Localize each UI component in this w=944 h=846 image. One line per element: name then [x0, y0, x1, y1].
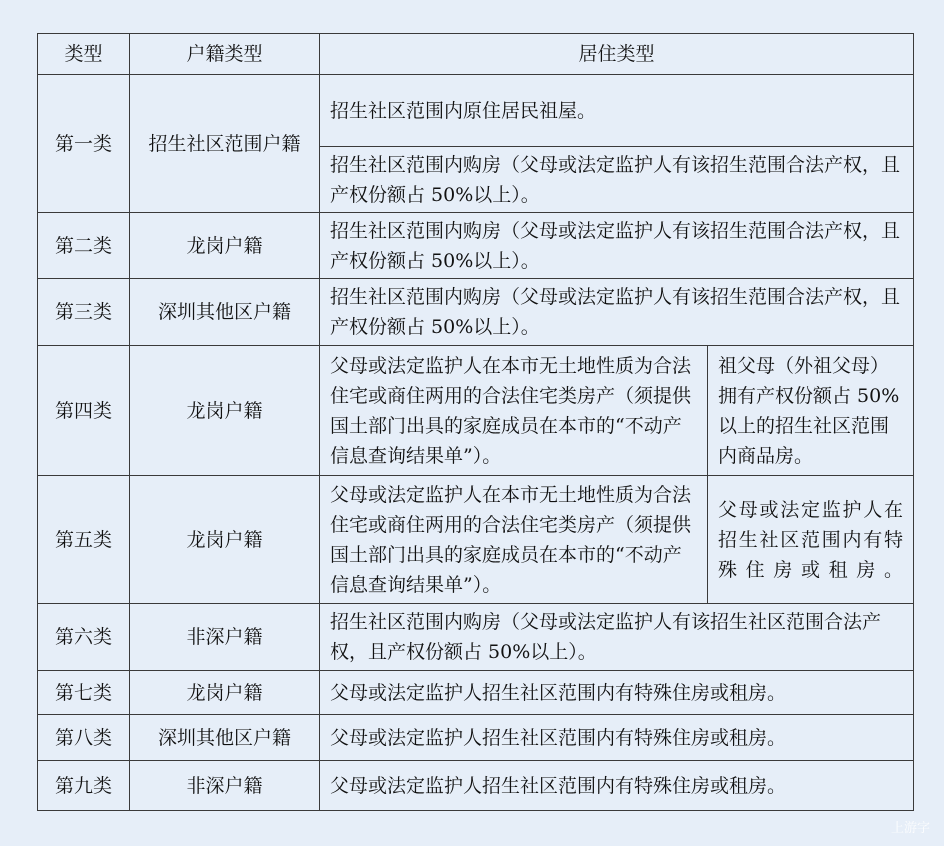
row-registration: 深圳其他区户籍	[130, 715, 320, 761]
row-type: 第三类	[38, 279, 130, 346]
table-header-row	[38, 34, 914, 75]
table-row	[38, 75, 914, 147]
header-residence: 居住类型	[320, 34, 914, 75]
table-row	[38, 346, 914, 476]
row-type: 第五类	[38, 476, 130, 604]
row-residence: 父母或法定监护人招生社区范围内有特殊住房或租房。	[320, 761, 914, 811]
header-registration: 户籍类型	[130, 34, 320, 75]
row-registration: 龙岗户籍	[130, 213, 320, 279]
row-type: 第四类	[38, 346, 130, 476]
table-row	[38, 671, 914, 715]
row-residence: 招生社区范围内原住居民祖屋。	[320, 75, 914, 147]
row-registration: 非深户籍	[130, 761, 320, 811]
row-residence-parent: 父母或法定监护人在本市无土地性质为合法住宅或商住两用的合法住宅类房产（须提供国土部门出具的家庭成员在本市的“不动产信息查询结果单”）。	[320, 476, 708, 604]
row-registration: 龙岗户籍	[130, 346, 320, 476]
row-type: 第六类	[38, 604, 130, 671]
row-residence: 父母或法定监护人招生社区范围内有特殊住房或租房。	[320, 715, 914, 761]
row-registration: 龙岗户籍	[130, 476, 320, 604]
housing-category-table	[37, 33, 914, 811]
row-residence: 招生社区范围内购房（父母或法定监护人有该招生范围合法产权，且产权份额占 50%以上）。	[320, 279, 914, 346]
row-registration: 龙岗户籍	[130, 671, 320, 715]
row-residence: 招生社区范围内购房（父母或法定监护人有该招生范围合法产权，且产权份额占 50%以上）。	[320, 147, 914, 213]
table-row	[38, 604, 914, 671]
row-residence: 父母或法定监护人招生社区范围内有特殊住房或租房。	[320, 671, 914, 715]
row-registration: 非深户籍	[130, 604, 320, 671]
row-type: 第八类	[38, 715, 130, 761]
row-type: 第九类	[38, 761, 130, 811]
header-type: 类型	[38, 34, 130, 75]
row-registration: 深圳其他区户籍	[130, 279, 320, 346]
table-row	[38, 761, 914, 811]
row-residence: 招生社区范围内购房（父母或法定监护人有该招生社区范围合法产权，且产权份额占 50%以上）。	[320, 604, 914, 671]
row-registration: 招生社区范围户籍	[130, 75, 320, 213]
housing-category-table-wrapper	[37, 33, 914, 811]
row-residence-grandparent: 祖父母（外祖父母）拥有产权份额占 50%以上的招生社区范围内商品房。	[708, 346, 914, 476]
row-type: 第二类	[38, 213, 130, 279]
row-residence: 招生社区范围内购房（父母或法定监护人有该招生范围合法产权，且产权份额占 50%以上）。	[320, 213, 914, 279]
table-row	[38, 279, 914, 346]
table-row	[38, 213, 914, 279]
table-row	[38, 715, 914, 761]
row-type: 第一类	[38, 75, 130, 213]
watermark-logo: 上游字	[890, 821, 930, 836]
row-residence-rental: 父母或法定监护人在招生社区范围内有特殊住房或租房。	[708, 476, 914, 604]
table-row	[38, 476, 914, 604]
row-type: 第七类	[38, 671, 130, 715]
row-residence-parent: 父母或法定监护人在本市无土地性质为合法住宅或商住两用的合法住宅类房产（须提供国土部门出具的家庭成员在本市的“不动产信息查询结果单”）。	[320, 346, 708, 476]
